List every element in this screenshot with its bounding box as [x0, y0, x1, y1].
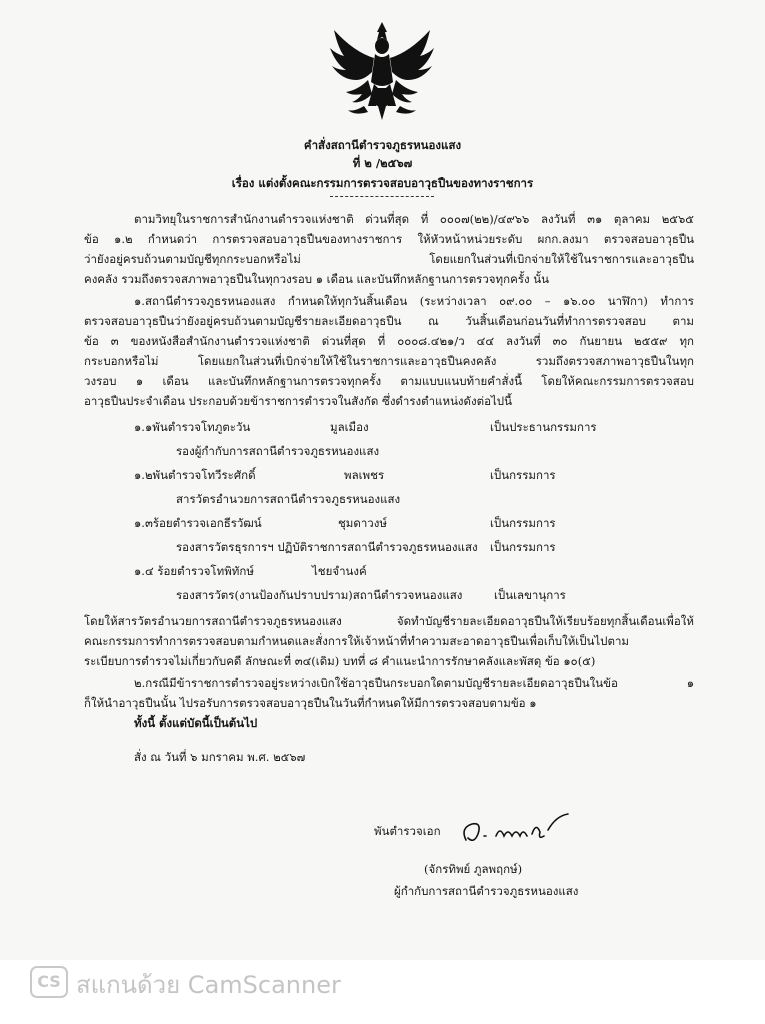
clause1-line: ข้อ ๓ ของหนังสือสำนักงานตำรวจแห่งชาติ ด่วนที่สุด ที่ ๐๐๐๘.๔๒๑/ว ๔๔ ลงวันที่ ๓๐ กันยายน ๒๕๕๙ ทุก — [84, 334, 694, 348]
effective-line: ทั้งนี้ ตั้งแต่บัดนี้เป็นต้นไป — [134, 716, 258, 730]
document-title: คำสั่งสถานีตำรวจภูธรหนองแสง — [303, 138, 462, 152]
signer-rank: พันตำรวจเอก — [374, 824, 441, 838]
camscanner-watermark-text: สแกนด้วย CamScanner — [76, 971, 341, 999]
signer-name: (จักรทิพย์ ภูลพฤกษ์) — [424, 862, 523, 876]
garuda-emblem-icon — [318, 18, 446, 126]
order-date: สั่ง ณ วันที่ ๖ มกราคม พ.ศ. ๒๕๖๗ — [134, 750, 306, 764]
member-role: เป็นกรรมการ — [490, 468, 556, 482]
intro-line: ว่ายังอยู่ครบถ้วนตามบัญชีทุกกระบอกหรือไม่ โดยแยกในส่วนที่เบิกจ่ายให้ใช้ในราชการและอาวุธปืน — [84, 252, 694, 266]
member-position-role: เป็นเลขานุการ — [494, 588, 566, 602]
member-name: ๑.๓ร้อยตำรวจเอกธีรวัฒน์ — [134, 516, 262, 530]
member-name: ๑.๑พันตำรวจโทภูตะวัน — [134, 420, 251, 434]
clause1-line: วงรอบ ๑ เดือน และบันทึกหลักฐานการตรวจทุกครั้ง ตามแบบแนบท้ายคำสั่งนี้ โดยให้คณะกรรมการตรวจสอบ — [84, 374, 694, 388]
camscanner-logo-icon: CS — [30, 966, 68, 998]
member-position: รองสารวัตรธุรการฯ ปฏิบัติราชการสถานีตำรวจภูธรหนองแสง — [176, 540, 478, 554]
member-position: รองสารวัตร(งานป้องกันปราบปราม)สถานีตำรวจหนองแสง — [176, 588, 463, 602]
intro-line: คงคลัง รวมถึงตรวจสภาพอาวุธปืนในทุกวงรอบ ๑ เดือน และบันทึกหลักฐานการตรวจทุกครั้ง นั้น — [84, 272, 549, 286]
assign-line: โดยให้สารวัตรอำนวยการสถานีตำรวจภูธรหนองแสง จัดทำบัญชีรายละเอียดอาวุธปืนให้เรียบร้อยทุกสิ้นเดือนเพื่อให้ — [84, 614, 694, 628]
member-position: สารวัตรอำนวยการสถานีตำรวจภูธรหนองแสง — [176, 492, 401, 506]
assign-line: คณะกรรมการทำการตรวจสอบตามกำหนดและสั่งการให้เจ้าหน้าที่ทำความสะอาดอาวุธปืนเพื่อเก็บให้เป็นไปตาม — [84, 634, 629, 648]
order-number: ที่ ๒ /๒๕๖๗ — [352, 156, 413, 170]
intro-line: ข้อ ๑.๒ กำหนดว่า การตรวจสอบอาวุธปืนของทางราชการ ให้หัวหน้าหน่วยระดับ ผกก.ลงมา ตรวจสอบอาวุธปืน — [84, 232, 694, 246]
member-surname: ไชยจำนงค์ — [312, 564, 367, 578]
handwritten-signature — [456, 810, 576, 852]
member-role: เป็นประธานกรรมการ — [490, 420, 597, 434]
clause2-line: ก็ให้นำอาวุธปืนนั้น ไปรอรับการตรวจสอบอาวุธปืนในวันที่กำหนดให้มีการตรวจสอบตามข้อ ๑ — [84, 696, 537, 710]
member-name: ๑.๒พันตำรวจโทวีระศักดิ์ — [134, 468, 256, 482]
clause1-line: อาวุธปืนประจำเดือน ประกอบด้วยข้าราชการตำรวจในสังกัด ซึ่งดำรงตำแหน่งดังต่อไปนี้ — [84, 394, 512, 408]
clause1-line: กระบอกหรือไม่ โดยแยกในส่วนที่เบิกจ่ายให้ใช้ในราชการและอาวุธปืนคงคลัง รวมถึงตรวจสภาพอาวุธปืนในทุก — [84, 354, 694, 368]
intro-line: ตามวิทยุในราชการสำนักงานตำรวจแห่งชาติ ด่วนที่สุด ที่ ๐๐๐๗(๒๒)/๔๙๖๖ ลงวันที่ ๓๑ ตุลาคม ๒๕๖๕ — [134, 212, 694, 226]
title-divider — [330, 196, 434, 197]
member-name: ๑.๔ ร้อยตำรวจโทพิทักษ์ — [134, 564, 254, 578]
member-surname: มูลเมือง — [330, 420, 369, 434]
clause1-line: ๑.สถานีตำรวจภูธรหนองแสง กำหนดให้ทุกวันสิ้นเดือน (ระหว่างเวลา ๐๙.๐๐ – ๑๖.๐๐ นาฬิกา) ทำการ — [134, 294, 694, 308]
member-position: รองผู้กำกับการสถานีตำรวจภูธรหนองแสง — [176, 444, 380, 458]
member-surname: ชุมดาวงษ์ — [338, 516, 387, 530]
member-position-role: เป็นกรรมการ — [490, 540, 556, 554]
clause1-line: ตรวจสอบอาวุธปืนว่ายังอยู่ครบถ้วนตามบัญชีรายละเอียดอาวุธปืน ณ วันสิ้นเดือนก่อนวันที่ทำการตรวจสอบ ตาม — [84, 314, 694, 328]
member-role: เป็นกรรมการ — [490, 516, 556, 530]
assign-line: ระเบียบการตำรวจไม่เกี่ยวกับคดี ลักษณะที่ ๓๔(เดิม) บทที่ ๘ คำแนะนำการรักษาคลังและพัสดุ ข้อ ๑๐(๕) — [84, 654, 596, 668]
member-surname: พลเพชร — [344, 468, 385, 482]
signer-position: ผู้กำกับการสถานีตำรวจภูธรหนองแสง — [394, 884, 579, 898]
clause2-line: ๒.กรณีมีข้าราชการตำรวจอยู่ระหว่างเบิกใช้อาวุธปืนกระบอกใดตามบัญชีรายละเอียดอาวุธปืนในข้อ ๑ — [134, 676, 694, 690]
order-subject: เรื่อง แต่งตั้งคณะกรรมการตรวจสอบอาวุธปืนของทางราชการ — [231, 176, 534, 190]
